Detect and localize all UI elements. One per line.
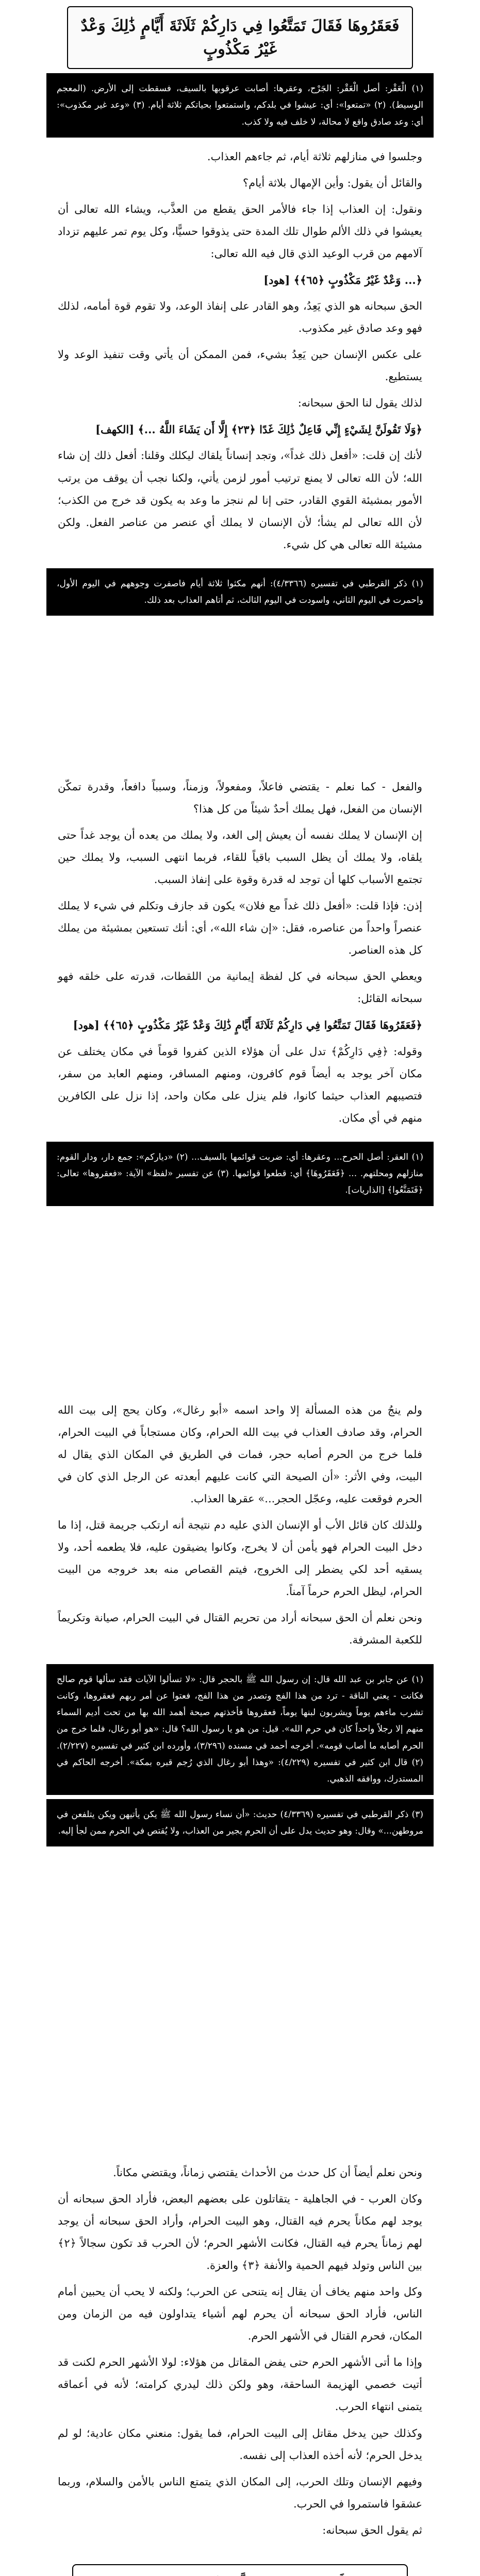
paragraph: ويعطي الحق سبحانه في كل لفظة إيمانية من اللقطات، قدرته على خلقه فهو سبحانه القائل: xyxy=(58,970,422,1005)
quran-quote: ﴿وَلَا تَقُولَنَّ لِشَيْءٍ إِنِّي فَاعِلٌ ذَٰلِكَ غَدًا ﴿٢٣﴾ إِلَّا أَن يَشَاءَ اللَّهُ ...﴾ [الكهف] xyxy=(95,423,422,436)
quran-quote: ﴿... وَعْدٌ غَيْرُ مَكْذُوبٍ ﴿٦٥﴾﴾ [هود] xyxy=(263,274,422,287)
page-3 xyxy=(46,1391,434,2123)
body-text xyxy=(46,768,434,1142)
paragraph: ثم يقول الحق سبحانه: xyxy=(322,2523,422,2536)
paragraph: لأنك إن قلت: «أفعل ذلك غداً»، وتجد إنساناً يلقاك ليكلك وقلنا: أفعل ذلك إن شاء الله؛ لأن الله تعالى لا يمنع ترتيب أمور لزمن يأتي، ولكنا نجب أن يوقف من يرتب الأمور بمشيئة القوي القادر، حتى إنا لم ننجز ما وعد به يكون قد خرج من الكذب؛ لأن الله تعالى لم يشأ؛ لأن الإنسان لا يملك أي عنصر من عناصر الفعل. ولكن مشيئة الله تعالى هي كل شيء. xyxy=(58,449,422,551)
paragraph: ولم ينجُ من هذه المسألة إلا واحد اسمه «أبو رغال»، وكان يحج إلى بيت الله الحرام، وقد صادف العذاب في بيت الله الحرام، وكان مستجاباً في البيت الحرام، فلما خرج من الحرم أصابه حجر، فمات في الطريق في المكان الذي يقال له البيت، وفي الأثر: «أن الصيحة التي كانت عليهم أبعدته عن الرجل الذي كان في الحرم فوقعت عليه، وعجّل الحجر...» عقرها العذاب. xyxy=(58,1404,422,1505)
paragraph: وقوله: ﴿فِي دَارِكُمْ﴾ تدل على أن هؤلاء الذين كفروا قوماً في مكان يختلف عن مكان آخر يوجد به أيضاً قوم كافرون، ومنهم المسافر، ومنهم العابد من سفر، فتصيبهم العذاب حيثما كانوا، فلم ينزل على مكان واحد، إذا نزل على الكافرين منهم في أي مكان. xyxy=(58,1045,422,1124)
paragraph: ونقول: إن العذاب إذا جاء فالأمر الحق يقطع من العذَّب، ويشاء الله تعالى أن يعيشوا في ذلك الألم طوال تلك المدة حتى يذوقوا حسيًّا، وكل يوم تمر عليهم تزداد آلامهم من قرب الوعيد الذي قال فيه الله تعالى: xyxy=(58,202,422,260)
body-text xyxy=(46,138,434,568)
paragraph: على عكس الإنسان حين يَعِدُ بشيء، فمن الممكن أن يأتي وقت تنفيذ الوعد ولا يستطيع. xyxy=(58,348,422,383)
paragraph: وكل واحد منهم يخاف أن يقال إنه يتنحى عن الحرب؛ ولكنه لا يحب أن يحبين أمام الناس، فأراد الحق سبحانه أن يحرم لهم أشياء يتداولون فيه من الزمان ومن المكان، فحرم القتال في الأشهر الحرم. xyxy=(58,2285,422,2343)
page-1 xyxy=(46,0,434,711)
footnote-block: (١) ذكر القرطبي في تفسيره (٤/٣٣٦٦): أنهم مكثوا ثلاثة أيام فاصفرت وجوههم في اليوم الأول، واحمرت في اليوم الثاني، واسودت في اليوم الثالث، ثم أتاهم العذاب بعد ذلك. xyxy=(46,568,434,616)
paragraph: وإذا ما أتى الأشهر الحرم حتى يفض المقاتل من هؤلاء: لولا الأشهر الحرم لكنت قد أتيت خصمي الهزيمة الساحقة، وهو ولكن ذلك ليدري كرامته؛ لأنه في أعماقه يتمنى انتهاء الحرب. xyxy=(58,2356,422,2413)
verse-text: فَعَقَرُوهَا فَقَالَ تَمَتَّعُوا فِي دَارِكُمْ ثَلَاثَةَ أَيَّامٍ ذَٰلِكَ وَعْدٌ غَيْرُ مَكْذُوبٍ xyxy=(80,17,400,58)
footnote-block: (١) عن جابر بن عبد الله قال: إن رسول الله ﷺ بالحجر قال: «لا تسألوا الآيات فقد سألها قوم صالح فكانت - يعني الناقة - ترد من هذا الفج وتصدر من هذا الفج، فعتوا عن أمر ربهم فعقروها، وكانت تشرب ماءهم يوماً ويشربون لبنها يوماً، فعقروها فأخذتهم صيحة أهمد الله بها من تحت أديم السماء منهم إلا رجلاً واحداً كان في حرم الله». قيل: من هو يا رسول الله؟ قال: «هو أبو رغال، فلما خرج من الحرم أصابه ما أصاب قومه». أخرجه أحمد في مسنده (٣/٢٩٦)، وأورده ابن كثير في تفسيره (٢/٢٢٧). (٢) قال ابن كثير في تفسيره (٤/٢٢٩): «وهذا أبو رغال الذي رُجم قبره بمكة». أخرجه الحاكم في المستدرك، ووافقه الذهبي. xyxy=(46,1664,434,1795)
verse-box-bottom xyxy=(72,2564,408,2576)
paragraph: إذن: فإذا قلت: «أفعل ذلك غداً مع فلان» يكون قد جازف وتكلم في شيء لا يملك عنصراً واحداً من عناصره، فقل: «إن شاء الله»، أي: أنك تستعين بمشيئة من يملك كل هذه العناصر. xyxy=(58,900,422,957)
paragraph: وكذلك حين يدخل مقاتل إلى البيت الحرام، فما يقول: منعني مكان عادية؛ لو لم يدخل الحرم؛ لأنه أخذه العذاب إلى نفسه. xyxy=(58,2427,422,2462)
paragraph: لذلك يقول لنا الحق سبحانه: xyxy=(297,397,422,410)
body-text xyxy=(46,2154,434,2554)
paragraph: الحق سبحانه هو الذي يَعِدُ، وهو القادر على إنفاذ الوعد، ولا تقوم قوة أمامه، لذلك فهو وعد صادق غير مكذوب. xyxy=(58,300,422,335)
paragraph: ونحن نعلم أيضاً أن كل حدث من الأحداث يقتضي زماناً، ويقتضي مكاناً. xyxy=(113,2166,422,2179)
paragraph: ونحن نعلم أن الحق سبحانه أراد من تحريم القتال في البيت الحرام، صيانة وتكريماً للكعبة المشرفة. xyxy=(58,1612,422,1647)
page-4 xyxy=(46,2154,434,2576)
verse-box-top xyxy=(67,6,413,69)
paragraph: وفيهم الإنسان وتلك الحرب، إلى المكان الذي يتمتع الناس بالأمن والسلام، وربما عشقوا فاستمروا في الحرب. xyxy=(58,2475,422,2510)
footnote-block: (١) الْعَقْر: أصل الْعَقْر: الجَرْح، وعقرها: أصابت عرقوبها بالسيف، فسقطت إلى الأرض. (المعجم الوسيط). (٢) «تمتعوا»: أي: عيشوا في بلدكم، واستمتعوا بحياتكم ثلاثة أيام. (٣) «وعد غير مكذوب»: أي: وعد صادق واقع لا محالة، لا خلف فيه ولا كذب. xyxy=(46,73,434,138)
page-2 xyxy=(46,768,434,1381)
paragraph: إن الإنسان لا يملك نفسه أن يعيش إلى الغد، ولا يملك من يعده أن يوجد غداً حتى يلقاه، ولا يملك أن يظل السبب باقياً للقاء، فربما انتهى السبب، ولا يملك حين تجتمع الأسباب كلها أن توجد له قدرة وقوة على إنفاذ السبب. xyxy=(58,829,422,886)
footnote-block: (١) العقر: أصل الحرح... وعقرها: أي: ضربت قوائمها بالسيف... (٢) «دياركم»: جمع دار، ودار القوم: منازلهم ومحلتهم. ... ﴿فَعَقَرُوهَا﴾ أي: قطعوا قوائمها. (٣) عن تفسير «لفظ» الآية: «فعقروها» تعالى: ﴿فَتَمَتَّعُوا﴾ [الذاريات]. xyxy=(46,1142,434,1206)
paragraph: والفعل - كما نعلم - يقتضي فاعلاً، ومفعولاً، وزمناً، وسبباً دافعاً، وقدرة تمكّن الإنسان من الفعل، فهل يملك أحدٌ شيئاً من كل هذا؟ xyxy=(58,781,422,816)
paragraph: وكان العرب - في الجاهلية - يتقاتلون على بعضهم البعض، فأراد الحق سبحانه أن يوجد لهم مكاناً يحرم فيه القتال، وهو البيت الحرام، وأراد الحق سبحانه أن يوجد لهم زماناً يحرم فيه القتال، فكانت الأشهر الحرم؛ لأن الحرب قد تكون سجالاً ﴿٢﴾ بين الناس وتولد فيهم الحمية والأنفة ﴿٣﴾ والعزة. xyxy=(58,2193,422,2272)
paragraph: وللذلك كان قائل الأب أو الإنسان الذي عليه دم نتيجة أنه ارتكب جريمة قتل، إذا ما دخل البيت الحرام فهو يأمن أن لا يخرج، وكانوا يضيقون عليه، فلا يطعمه أحد، ولا يسقيه أحد لكي يضطر إلى الخروج، فيتم القصاص منه بعد خروجه من البيت الحرام، ليظل الحرم حرماً آمناً. xyxy=(58,1519,422,1598)
footnote-block: (٣) ذكر القرطبي في تفسيره (٤/٣٣٦٩) حديث: «أن نساء رسول الله ﷺ يكن يأتيهن ويكن يتلفعن في مروطهن...» وقال: وهو حديث يدل على أن الحرم يجير من العذاب، ولا يُقتص في الحرم ممن لجأ إليه. xyxy=(46,1799,434,1847)
body-text xyxy=(46,1391,434,1664)
paragraph: والقائل أن يقول: وأين الإمهال بلاثة أيام؟ xyxy=(242,176,422,189)
paragraph: وجلسوا في منازلهم ثلاثة أيام، ثم جاءهم العذاب. xyxy=(207,150,422,163)
quran-quote: ﴿فَعَقَرُوهَا فَقَالَ تَمَتَّعُوا فِي دَارِكُمْ ثَلَاثَةَ أَيَّامٍ ذَٰلِكَ وَعْدٌ غَيْرُ مَكْذُوبٍ ﴿٦٥﴾﴾ [هود] xyxy=(73,1019,422,1032)
